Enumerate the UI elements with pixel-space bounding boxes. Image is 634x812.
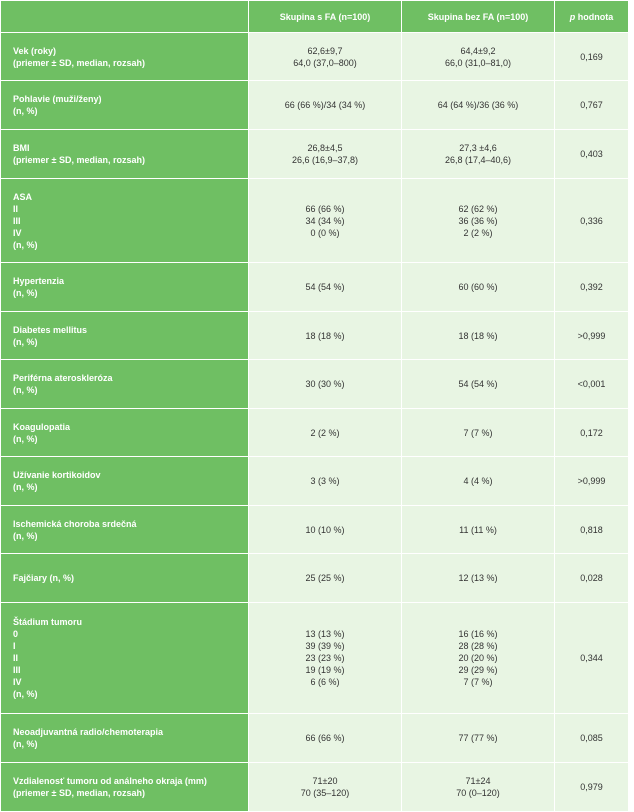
row-label-line: IV xyxy=(13,227,22,238)
row-label-line: III xyxy=(13,665,21,675)
value-cell-without-fa xyxy=(402,763,555,812)
value-line: 66,0 (31,0–81,0) xyxy=(444,57,512,68)
row-label-line: (n, %) xyxy=(13,239,38,250)
value-cell-without-fa xyxy=(402,81,555,130)
value-line: 18 (18 %) xyxy=(458,330,498,341)
header-group-with-fa: Skupina s FA (n=100) xyxy=(249,1,402,33)
p-value-cell: 0,085 xyxy=(555,714,629,763)
value-line: 64,0 (37,0–800) xyxy=(293,57,357,68)
value-line: 25 (25 %) xyxy=(305,573,345,583)
p-value-cell: 0,403 xyxy=(555,130,629,179)
p-value-cell: <0,001 xyxy=(555,360,629,409)
table-row xyxy=(1,33,629,81)
value-line: 30 (30 %) xyxy=(305,379,345,389)
header-group-without-fa: Skupina bez FA (n=100) xyxy=(402,1,555,33)
table-row xyxy=(1,554,629,603)
p-value-cell: >0,999 xyxy=(555,457,629,506)
p-value-cell: 0,767 xyxy=(555,81,629,130)
value-cell-with-fa xyxy=(249,554,402,603)
value-line: 20 (20 %) xyxy=(458,653,498,663)
row-label-line: Neoadjuvantná radio/chemoterapia xyxy=(13,727,164,737)
row-label-line: Ischemická choroba srdečná xyxy=(13,518,137,529)
row-label-line: IV xyxy=(13,677,22,687)
row-label-cell xyxy=(1,33,249,81)
value-line: 23 (23 %) xyxy=(305,653,345,663)
p-value-cell: 0,344 xyxy=(555,603,629,714)
value-line: 18 (18 %) xyxy=(305,330,345,341)
value-line: 66 (66 %)/34 (34 %) xyxy=(284,100,366,110)
table-row xyxy=(1,457,629,506)
row-label-line: III xyxy=(13,215,21,226)
value-line: 66 (66 %) xyxy=(305,733,345,743)
value-line: 6 (6 %) xyxy=(310,677,340,687)
value-line: 2 (2 %) xyxy=(463,227,493,238)
value-line: 36 (36 %) xyxy=(458,215,498,226)
value-line: 64,4±9,2 xyxy=(460,45,496,56)
value-line: 64 (64 %)/36 (36 %) xyxy=(437,100,519,110)
value-cell-without-fa xyxy=(402,33,555,81)
value-line: 66 (66 %) xyxy=(305,203,345,214)
value-cell-without-fa xyxy=(402,457,555,506)
value-line: 26,8±4,5 xyxy=(307,143,343,153)
row-label-cell xyxy=(1,312,249,360)
value-line: 7 (7 %) xyxy=(463,677,493,687)
value-cell-with-fa xyxy=(249,506,402,554)
value-line: 62,6±9,7 xyxy=(307,45,343,56)
value-line: 71±20 xyxy=(312,776,338,786)
table-row xyxy=(1,130,629,179)
row-label-cell xyxy=(1,714,249,763)
header-blank-cell xyxy=(1,1,249,33)
row-label-line: Vzdialenosť tumoru od análneho okraja (mm) xyxy=(13,776,207,786)
header-p-rest: hodnota xyxy=(575,11,614,22)
value-line: 71±24 xyxy=(465,776,491,786)
value-line: 0 (0 %) xyxy=(310,227,340,238)
value-line: 70 (0–120) xyxy=(456,788,500,798)
p-value-cell: 0,028 xyxy=(555,554,629,603)
value-line: 28 (28 %) xyxy=(458,641,498,651)
row-label-line: II xyxy=(13,203,19,214)
value-cell-with-fa xyxy=(249,457,402,506)
value-line: 10 (10 %) xyxy=(305,524,345,535)
row-label-line: (n, %) xyxy=(13,106,38,116)
value-cell-without-fa xyxy=(402,603,555,714)
row-label-line: (n, %) xyxy=(13,482,38,492)
table-row xyxy=(1,360,629,409)
value-cell-with-fa xyxy=(249,263,402,312)
value-cell-with-fa xyxy=(249,360,402,409)
value-cell-with-fa xyxy=(249,312,402,360)
row-label-line: Užívanie kortikoidov xyxy=(13,470,101,480)
row-label-line: (priemer ± SD, median, rozsah) xyxy=(13,788,145,798)
p-value-cell: 0,979 xyxy=(555,763,629,812)
row-label-cell xyxy=(1,263,249,312)
row-label-line: II xyxy=(13,653,19,663)
row-label-cell xyxy=(1,179,249,263)
value-line: 54 (54 %) xyxy=(458,379,498,389)
p-value-cell: 0,336 xyxy=(555,179,629,263)
row-label-cell xyxy=(1,554,249,603)
value-cell-without-fa xyxy=(402,409,555,457)
row-label-line: Periférna ateroskleróza xyxy=(13,373,113,383)
value-line: 62 (62 %) xyxy=(458,203,498,214)
table-row xyxy=(1,179,629,263)
value-cell-without-fa xyxy=(402,506,555,554)
value-line: 39 (39 %) xyxy=(305,641,345,651)
row-label-cell xyxy=(1,506,249,554)
row-label-line: (priemer ± SD, median, rozsah) xyxy=(13,155,145,165)
table-row xyxy=(1,763,629,812)
value-line: 60 (60 %) xyxy=(458,282,498,292)
value-line: 3 (3 %) xyxy=(310,476,340,486)
value-line: 19 (19 %) xyxy=(305,665,345,675)
value-line: 4 (4 %) xyxy=(463,476,493,486)
row-label-line: (priemer ± SD, median, rozsah) xyxy=(13,57,145,68)
row-label-line: (n, %) xyxy=(13,336,38,347)
value-cell-without-fa xyxy=(402,130,555,179)
row-label-line: (n, %) xyxy=(13,385,38,395)
value-line: 34 (34 %) xyxy=(305,215,345,226)
value-cell-without-fa xyxy=(402,312,555,360)
value-cell-without-fa xyxy=(402,360,555,409)
row-label-line: Fajčiary (n, %) xyxy=(13,573,75,583)
p-value-cell: 0,392 xyxy=(555,263,629,312)
value-cell-with-fa xyxy=(249,409,402,457)
value-cell-with-fa xyxy=(249,179,402,263)
header-row xyxy=(1,1,629,33)
row-label-line: I xyxy=(13,641,16,651)
table-row xyxy=(1,603,629,714)
value-cell-with-fa xyxy=(249,81,402,130)
value-cell-with-fa xyxy=(249,130,402,179)
value-line: 16 (16 %) xyxy=(458,629,498,639)
value-cell-with-fa xyxy=(249,714,402,763)
table-row xyxy=(1,506,629,554)
row-label-cell xyxy=(1,409,249,457)
value-cell-with-fa xyxy=(249,33,402,81)
row-label-line: Pohlavie (muži/ženy) xyxy=(13,94,102,104)
row-label-line: Diabetes mellitus xyxy=(13,324,88,335)
row-label-cell xyxy=(1,81,249,130)
table-row xyxy=(1,81,629,130)
value-line: 12 (13 %) xyxy=(458,573,498,583)
row-label-cell xyxy=(1,130,249,179)
row-label-line: Hypertenzia xyxy=(13,276,65,286)
value-line: 70 (35–120) xyxy=(300,788,350,798)
p-value-cell: 0,818 xyxy=(555,506,629,554)
row-label-line: (n, %) xyxy=(13,689,38,699)
row-label-line: (n, %) xyxy=(13,288,38,298)
row-label-cell xyxy=(1,763,249,812)
p-value-cell: >0,999 xyxy=(555,312,629,360)
row-label-line: Vek (roky) xyxy=(13,45,57,56)
p-value-cell: 0,169 xyxy=(555,33,629,81)
value-cell-with-fa xyxy=(249,603,402,714)
value-cell-without-fa xyxy=(402,554,555,603)
row-label-line: (n, %) xyxy=(13,530,38,541)
value-line: 26,6 (16,9–37,8) xyxy=(291,155,359,165)
table-row xyxy=(1,714,629,763)
row-label-line: ASA xyxy=(13,191,33,202)
value-cell-with-fa xyxy=(249,763,402,812)
row-label-cell xyxy=(1,360,249,409)
table-body xyxy=(1,33,629,812)
value-cell-without-fa xyxy=(402,263,555,312)
table-row xyxy=(1,263,629,312)
value-line: 27,3 ±4,6 xyxy=(459,143,497,153)
value-cell-without-fa xyxy=(402,179,555,263)
value-cell-without-fa xyxy=(402,714,555,763)
row-label-cell xyxy=(1,457,249,506)
row-label-line: (n, %) xyxy=(13,739,38,749)
header-p-letter: p xyxy=(569,11,576,22)
table-row xyxy=(1,312,629,360)
table-row xyxy=(1,409,629,457)
row-label-line: 0 xyxy=(13,629,19,639)
value-line: 77 (77 %) xyxy=(458,733,498,743)
row-label-cell xyxy=(1,603,249,714)
value-line: 2 (2 %) xyxy=(310,427,340,438)
value-line: 54 (54 %) xyxy=(305,282,345,292)
row-label-line: Štádium tumoru xyxy=(13,617,82,627)
row-label-line: BMI xyxy=(13,143,30,153)
value-line: 26,8 (17,4–40,6) xyxy=(444,155,512,165)
row-label-line: (n, %) xyxy=(13,433,38,444)
row-label-line: Koagulopatia xyxy=(13,421,71,432)
value-line: 7 (7 %) xyxy=(463,427,493,438)
value-line: 29 (29 %) xyxy=(458,665,498,675)
p-value-cell: 0,172 xyxy=(555,409,629,457)
header-p-value xyxy=(555,1,629,33)
value-line: 11 (11 %) xyxy=(459,524,497,535)
value-line: 13 (13 %) xyxy=(305,629,345,639)
